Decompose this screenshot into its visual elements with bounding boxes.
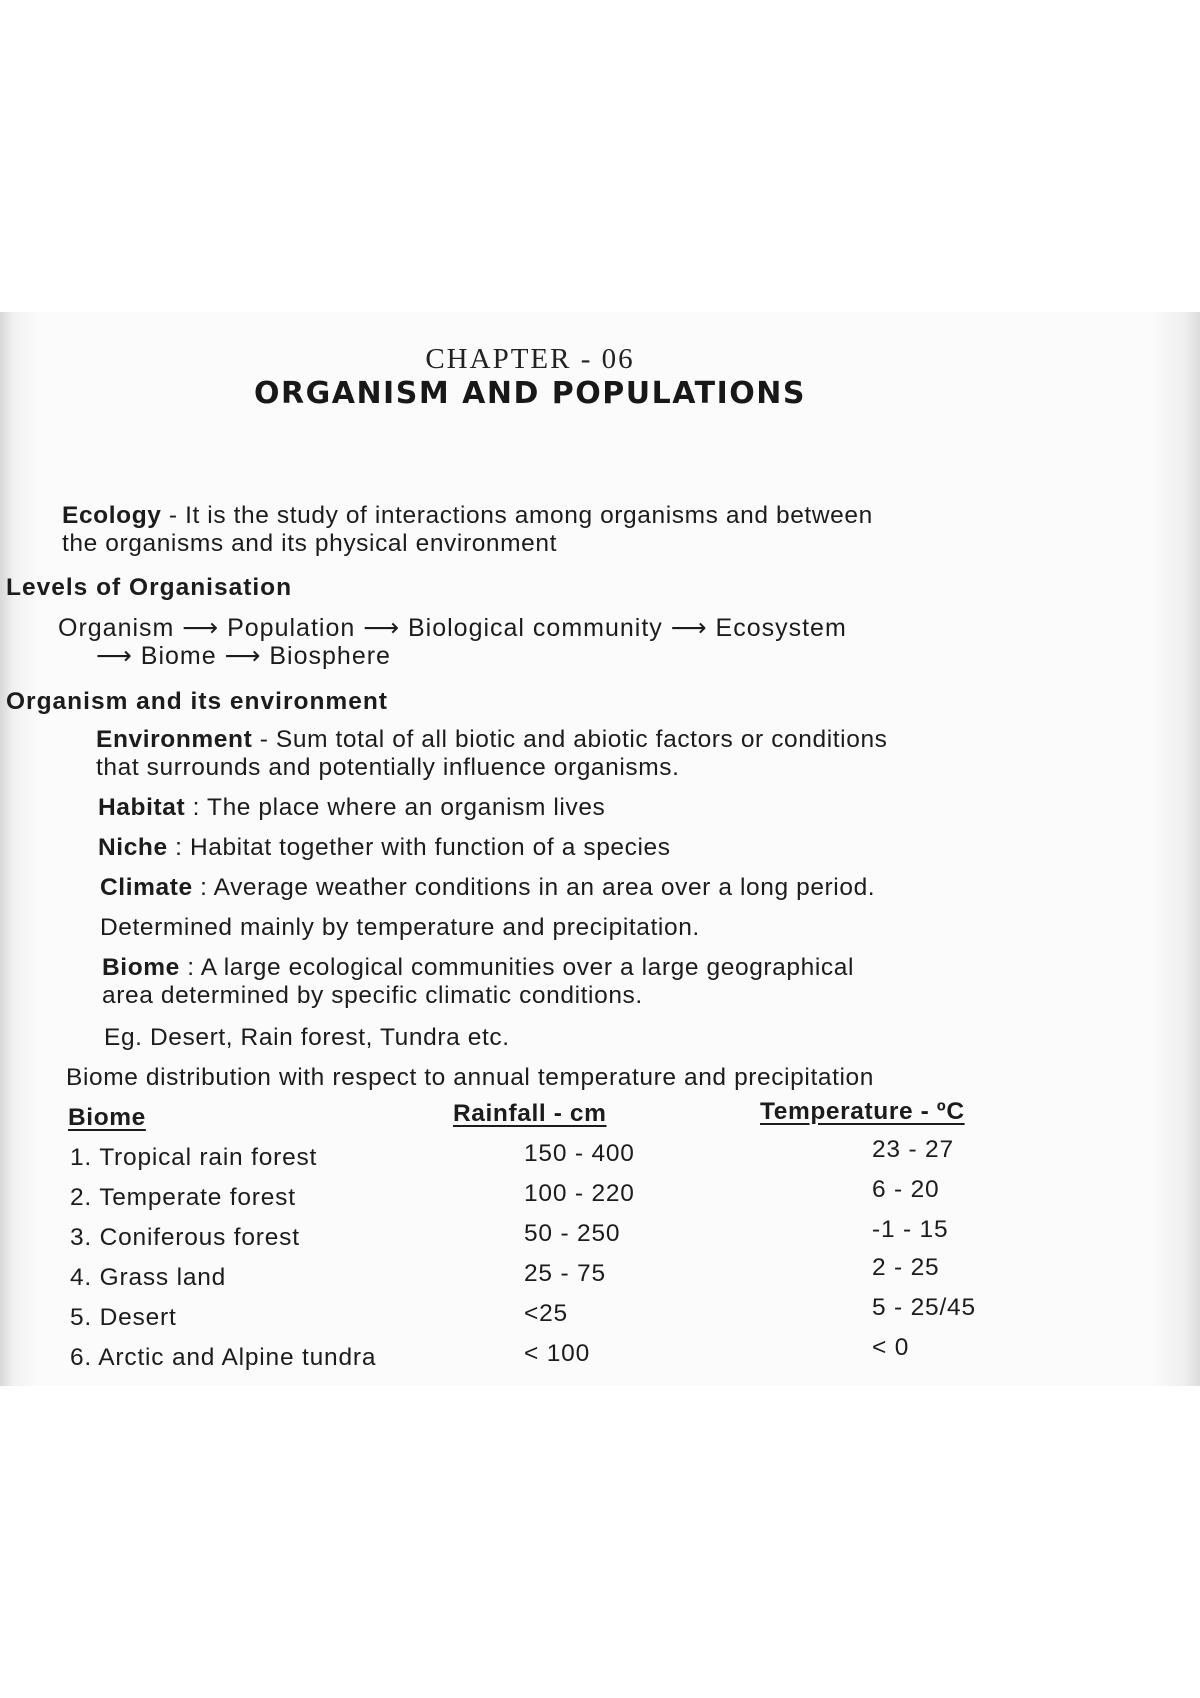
niche-definition-text: : Habitat together with function of a species	[167, 834, 671, 861]
table-row-temperature: < 0	[872, 1334, 910, 1361]
biome-examples: Eg. Desert, Rain forest, Tundra etc.	[104, 1024, 510, 1051]
table-row-biome: 1. Tropical rain forest	[70, 1144, 318, 1171]
environment-definition-line-1	[96, 726, 888, 754]
levels-chain-line-2: ⟶ Biome ⟶ Biosphere	[96, 642, 391, 670]
chapter-title: ORGANISM AND POPULATIONS	[254, 376, 806, 411]
environment-term: Environment	[96, 726, 253, 753]
biome-definition-text: : A large ecological communities over a large geographical	[179, 954, 855, 981]
table-row-biome: 6. Arctic and Alpine tundra	[70, 1344, 377, 1371]
levels-chain-line-1: Organism ⟶ Population ⟶ Biological community ⟶ Ecosystem	[58, 614, 847, 642]
table-row-rainfall: <25	[524, 1300, 568, 1327]
levels-heading: Levels of Organisation	[6, 574, 293, 601]
biome-term: Biome	[102, 954, 180, 981]
table-row-temperature: 6 - 20	[872, 1176, 940, 1203]
table-row-temperature: 5 - 25/45	[872, 1294, 976, 1321]
table-row-rainfall: 150 - 400	[524, 1140, 635, 1167]
habitat-definition	[98, 794, 605, 822]
climate-definition-text: : Average weather conditions in an area over a long period.	[192, 874, 876, 901]
table-row-rainfall: < 100	[524, 1340, 590, 1367]
rainfall-column-header: Rainfall - cm	[453, 1100, 607, 1127]
chapter-label: CHAPTER - 06	[425, 343, 635, 375]
table-row-temperature: -1 - 15	[872, 1216, 949, 1243]
table-row-rainfall: 50 - 250	[524, 1220, 621, 1247]
ecology-definition-line-2: the organisms and its physical environment	[62, 530, 558, 557]
environment-definition-line-2: that surrounds and potentially influence organisms.	[96, 754, 680, 781]
temperature-column-header: Temperature - ºC	[760, 1098, 965, 1125]
table-row-biome: 5. Desert	[70, 1304, 177, 1331]
biome-definition-line-2: area determined by specific climatic conditions.	[102, 982, 643, 1009]
biome-definition-line-1	[102, 954, 854, 982]
table-row-rainfall: 100 - 220	[524, 1180, 635, 1207]
climate-definition	[100, 874, 875, 902]
ecology-term: Ecology	[62, 502, 162, 529]
ecology-definition-line-1	[62, 502, 873, 530]
table-row-rainfall: 25 - 75	[524, 1260, 606, 1287]
niche-definition	[98, 834, 671, 862]
table-row-biome: 3. Coniferous forest	[70, 1224, 300, 1251]
environment-section-heading: Organism and its environment	[6, 688, 388, 715]
climate-note: Determined mainly by temperature and precipitation.	[100, 914, 700, 941]
climate-term: Climate	[100, 874, 193, 901]
habitat-term: Habitat	[98, 794, 186, 821]
biome-column-header: Biome	[68, 1104, 146, 1131]
ecology-definition-text: - It is the study of interactions among organisms and between	[161, 502, 873, 529]
table-row-biome: 4. Grass land	[70, 1264, 227, 1291]
niche-term: Niche	[98, 834, 168, 861]
environment-definition-text: - Sum total of all biotic and abiotic factors or conditions	[252, 726, 888, 753]
biome-table-caption: Biome distribution with respect to annual temperature and precipitation	[66, 1064, 874, 1091]
habitat-definition-text: : The place where an organism lives	[185, 794, 606, 821]
table-row-temperature: 2 - 25	[872, 1254, 940, 1281]
table-row-temperature: 23 - 27	[872, 1136, 954, 1163]
table-row-biome: 2. Temperate forest	[70, 1184, 296, 1211]
